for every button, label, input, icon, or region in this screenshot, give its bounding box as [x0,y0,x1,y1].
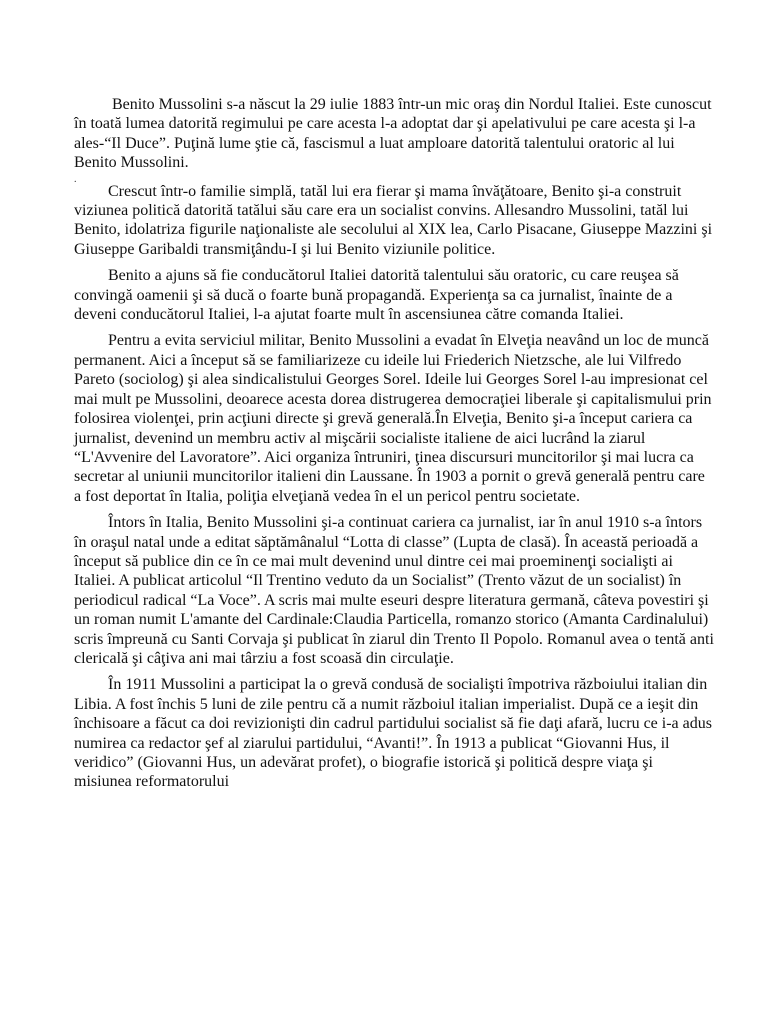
paragraph-oratory: Benito a ajuns să fie conducătorul Italiei datorită talentului său oratoric, cu care reuşea să convingă oamenii şi să ducă o foarte bună propagandă. Experienţa sa ca jurnalist, înainte de a deveni conducătorul Italiei, l-a ajutat foarte mult în ascensiunea către comanda Italiei. [74,267,679,324]
paragraph-switzerland: Pentru a evita serviciul militar, Benito Mussolini a evadat în Elveţia neavând un loc de muncă permanent. Aici a început să se familiarizeze cu ideile lui Friederich Nietzsche, ale lui Vilfredo Pareto (sociolog) şi alea sindicalistului Georges Sorel. Ideile lui Georges Sorel l-au impresionat cel mai mult pe Mussolini, deoarece acesta dorea distrugerea democraţiei liberale şi capitalismului prin folosirea violenţei, prin acţiuni directe şi grevă generală.În Elveţia, Benito şi-a început cariera ca jurnalist, devenind un membru activ al mişcării socialiste italiene de aici lucrând la ziarul “L'Avvenire del Lavoratore”. Aici organiza întruniri, ţinea discursuri muncitorilor şi mai lucra ca secretar al uniunii muncitorilor italieni din Laussane. În 1903 a pornit o grevă generală pentru care a fost deportat în Italia, poliţia elveţiană vedea în el un pericol pentru societate. [74,332,712,505]
paragraph-1911: În 1911 Mussolini a participat la o grevă condusă de socialişti împotriva războiului italian din Libia. A fost închis 5 luni de zile pentru că a numit războiul italian imperialist. După ce a ieşit din închisoare a făcut ca doi revizionişti din cadrul partidului socialist să fie daţi afară, lucru ce i-a adus numirea ca redactor şef al ziarului partidului, “Avanti!”. În 1913 a publicat “Giovanni Hus, il veridico” (Giovanni Hus, un adevărat profet), o biografie istorică şi politică despre viaţa şi misiunea reformatorului [74,676,712,791]
paragraph-family: Crescut într-o familie simplă, tatăl lui era fierar şi mama învăţătoare, Benito şi-a construit viziunea politică datorită tatălui său care era un socialist convins. Allesandro Mussolini, tatăl lui Benito, idolatriza figurile naţionaliste ale secolului al XIX lea, Carlo Pisacane, Giuseppe Mazzini şi Giuseppe Garibaldi transmiţându-I şi lui Benito viziunile politice. [74,182,713,258]
paragraph-birth: Benito Mussolini s-a născut la 29 iulie 1883 într-un mic oraş din Nordul Italiei. Este cunoscut în toată lumea datorită regimului pe care acesta l-a adoptat dar şi apelativului pe care acesta şi l-a ales-“Il Duce”. Puţină lume ştie că, fascismul a luat amploare datorită talentului oratoric al lui Benito Mussolini. [74,96,712,172]
stray-mark: . [74,173,77,185]
paragraph-return-italy: Întors în Italia, Benito Mussolini şi-a continuat cariera ca jurnalist, iar în anul 1910 s-a întors în oraşul natal unde a editat săptămânalul “Lotta di classe” (Lupta de clasă). În această perioadă a început să publice din ce în ce mai mult devenind unul dintre cei mai proeminenţi socialişti ai Italiei. A publicat articolul “Il Trentino veduto da un Socialist” (Trento văzut de un socialist) în periodicul radical “La Voce”. A scris mai multe eseuri despre literatura germană, câteva povestiri şi un roman numit L'amante del Cardinale:Claudia Particella, romanzo storico (Amanta Cardinalului) scris împreună cu Santi Corvaja şi publicat în ziarul din Trento Il Popolo. Romanul avea o tentă anti clericală şi câţiva ani mai târziu a fost scoasă din circulaţie. [74,514,714,667]
document-page [74,95,714,799]
